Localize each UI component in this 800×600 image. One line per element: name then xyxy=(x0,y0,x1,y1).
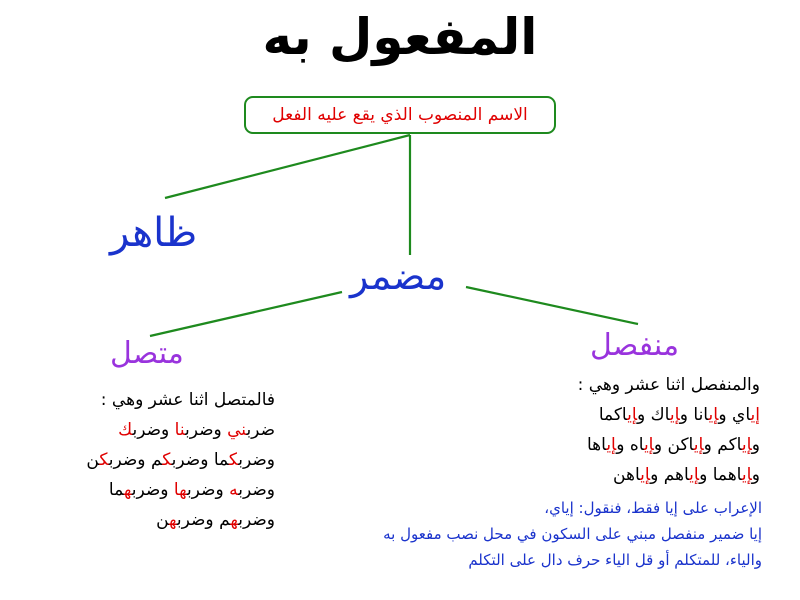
pronoun-suffix: ‍ه‍ xyxy=(123,480,132,500)
pronoun-suffix: ‍ه‍ xyxy=(169,510,177,530)
pronoun-line xyxy=(510,400,760,430)
definition-box xyxy=(244,96,556,134)
pronoun-word: وضرب‍‍ه‍‍ن xyxy=(156,510,214,530)
pronoun-word: وضرب‍‍ها xyxy=(173,480,224,500)
node-munfasil: منفصل xyxy=(590,328,680,363)
pronoun-suffix: ‍إي‍ xyxy=(693,435,704,455)
muttasil-heading: فالمتصل اثنا عشر وهي : xyxy=(100,390,275,410)
pronoun-suffix: ‍ه xyxy=(229,480,239,500)
pronoun-suffix: ‍ك xyxy=(118,420,133,440)
pronoun-word: و‍‍إي‍‍اكن xyxy=(667,435,712,455)
pronoun-suffix: ‍إي‍ xyxy=(741,435,752,455)
node-mudmar: مضمر xyxy=(350,254,447,298)
pronoun-suffix: ‍إي‍ xyxy=(640,465,651,485)
pronoun-word: و‍‍إي‍‍اكم xyxy=(717,435,760,455)
munfasil-heading: والمنفصل اثنا عشر وهي : xyxy=(577,375,760,395)
pronoun-word: إي‍‍اي xyxy=(732,405,760,425)
pronoun-word: وضرب‍‍ك‍‍م xyxy=(150,450,209,470)
node-muttasil: متصل xyxy=(110,336,184,371)
pronoun-suffix: ‍إي‍ xyxy=(689,465,700,485)
pronoun-word: و‍‍إي‍‍اها xyxy=(586,435,625,455)
pronoun-word: و‍‍إي‍‍اكما xyxy=(598,405,646,425)
note-line: والياء، للمتكلم أو قل الياء حرف دال على التكلم xyxy=(468,551,762,569)
connector-mudmar-to-munfasil xyxy=(466,287,638,324)
pronoun-word: وضرب‍‍ه‍‍ما xyxy=(108,480,169,500)
pronoun-suffix: ‍ك‍ xyxy=(162,450,172,470)
pronoun-word: و‍‍إي‍‍اهما xyxy=(712,465,760,485)
pronoun-line xyxy=(40,505,275,535)
grammar-note xyxy=(300,495,762,573)
pronoun-suffix: ‍إي‍ xyxy=(708,405,719,425)
pronoun-suffix: ‍إي‍ xyxy=(741,465,752,485)
munfasil-pronoun-list xyxy=(510,370,760,490)
pronoun-line xyxy=(40,475,275,505)
pronoun-suffix: ‍إي‍ xyxy=(643,435,654,455)
pronoun-word: و‍‍إي‍‍اهن xyxy=(613,465,659,485)
pronoun-suffix: ‍ك‍ xyxy=(99,450,109,470)
page-title: المفعول به xyxy=(262,8,538,66)
pronoun-suffix: ‍إي‍ xyxy=(606,435,617,455)
pronoun-word: و‍‍إي‍‍اهم xyxy=(663,465,708,485)
pronoun-line xyxy=(40,445,275,475)
pronoun-word: وضرب‍‍نا xyxy=(174,420,222,440)
pronoun-word: وضرب‍‍ه xyxy=(229,480,275,500)
pronoun-word: وضرب‍‍ك xyxy=(118,420,170,440)
pronoun-suffix: ‍ني xyxy=(227,420,247,440)
pronoun-word: ضرب‍‍ني xyxy=(227,420,275,440)
definition-text: الاسم المنصوب الذي يقع عليه الفعل xyxy=(272,105,528,125)
pronoun-suffix: ‍إي‍ xyxy=(669,405,680,425)
pronoun-suffix: ‍ه‍ xyxy=(230,510,239,530)
muttasil-lines xyxy=(40,415,275,535)
connector-mudmar-to-muttasil xyxy=(150,292,342,336)
node-zahir: ظاهر xyxy=(110,210,198,256)
pronoun-line xyxy=(510,430,760,460)
pronoun-word: و‍‍إي‍‍اه xyxy=(629,435,663,455)
muttasil-pronoun-list xyxy=(40,385,275,535)
note-line: إيا ضمير منفصل مبني على السكون في محل نصب مفعول به xyxy=(383,525,762,543)
pronoun-word: وضرب‍‍ك‍‍ن xyxy=(86,450,146,470)
pronoun-line xyxy=(40,415,275,445)
pronoun-word: و‍‍إي‍‍اك xyxy=(650,405,688,425)
pronoun-suffix: ‍إي‍ xyxy=(627,405,638,425)
pronoun-word: وضرب‍‍ك‍‍ما xyxy=(213,450,275,470)
pronoun-word: وضرب‍‍ه‍‍م xyxy=(219,510,275,530)
note-line: الإعراب على إيا فقط، فنقول: إياي، xyxy=(544,499,762,517)
pronoun-suffix: ‍ها xyxy=(173,480,187,500)
pronoun-suffix: ‍نا xyxy=(174,420,185,440)
connector-def-to-zahir xyxy=(165,135,410,198)
munfasil-lines xyxy=(510,400,760,490)
pronoun-word: و‍‍إي‍‍انا xyxy=(693,405,727,425)
pronoun-suffix: ‍ك‍ xyxy=(228,450,239,470)
pronoun-suffix: إي‍ xyxy=(750,405,760,425)
pronoun-line xyxy=(510,460,760,490)
